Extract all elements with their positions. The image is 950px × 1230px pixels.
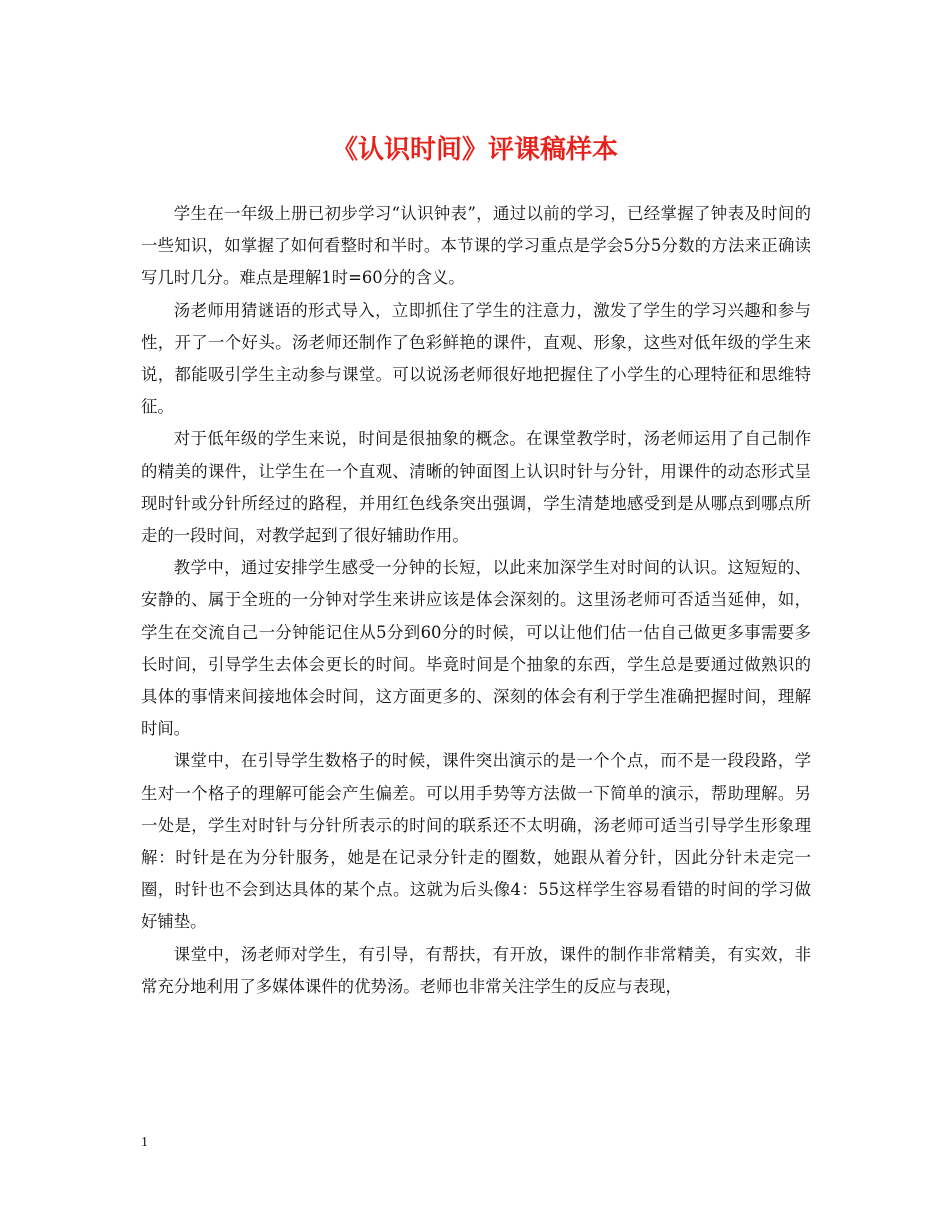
document-title: 《认识时间》评课稿样本 — [331, 135, 618, 165]
paragraph-2: 汤老师用猜谜语的形式导入，立即抓住了学生的注意力，激发了学生的学习兴趣和参与性，开了一个好头。汤老师还制作了色彩鲜艳的课件，直观、形象，这些对低年级的学生来说，都能吸引学生主动参与课堂。可以说汤老师很好地把握住了小学生的心理特征和思维特征。 — [141, 300, 811, 417]
paragraph-1: 学生在一年级上册已初步学习“认识钟表”，通过以前的学习，已经掌握了钟表及时间的一些知识，如掌握了如何看整时和半时。本节课的学习重点是学会5分5分数的方法来正确读写几时几分。难点是理解1时=60分的含义。 — [141, 204, 811, 288]
page-number: 1 — [141, 1135, 148, 1150]
paragraph-6: 课堂中，汤老师对学生，有引导，有帮扶，有开放，课件的制作非常精美，有实效，非常充分地利用了多媒体课件的优势汤。老师也非常关注学生的反应与表现， — [141, 944, 811, 996]
paragraph-4: 教学中，通过安排学生感受一分钟的长短，以此来加深学生对时间的认识。这短短的、安静的、属于全班的一分钟对学生来讲应该是体会深刻的。这里汤老师可否适当延伸，如，学生在交流自己一分钟能记住从5分到60分的时候，可以让他们估一估自己做更多事需要多长时间，引导学生去体会更长的时间。毕竟时间是个抽象的东西，学生总是要通过做熟识的具体的事情来间接地体会时间，这方面更多的、深刻的体会有利于学生准确把握时间，理解时间。 — [141, 558, 811, 739]
paragraph-5: 课堂中，在引导学生数格子的时候，课件突出演示的是一个个点，而不是一段段路，学生对一个格子的理解可能会产生偏差。可以用手势等方法做一下简单的演示，帮助理解。另一处是，学生对时针与分针所表示的时间的联系还不太明确，汤老师可适当引导学生形象理解：时针是在为分针服务，她是在记录分针走的圈数，她跟从着分针，因此分针未走完一圈，时针也不会到达具体的某个点。这就为后头像4：55这样学生容易看错的时间的学习做好铺垫。 — [141, 751, 811, 932]
document-body — [141, 198, 811, 1003]
paragraph-3: 对于低年级的学生来说，时间是很抽象的概念。在课堂教学时，汤老师运用了自己制作的精美的课件，让学生在一个直观、清晰的钟面图上认识时针与分针，用课件的动态形式呈现时针或分针所经过的路程，并用红色线条突出强调，学生清楚地感受到是从哪点到哪点所走的一段时间，对教学起到了很好辅助作用。 — [141, 429, 811, 546]
